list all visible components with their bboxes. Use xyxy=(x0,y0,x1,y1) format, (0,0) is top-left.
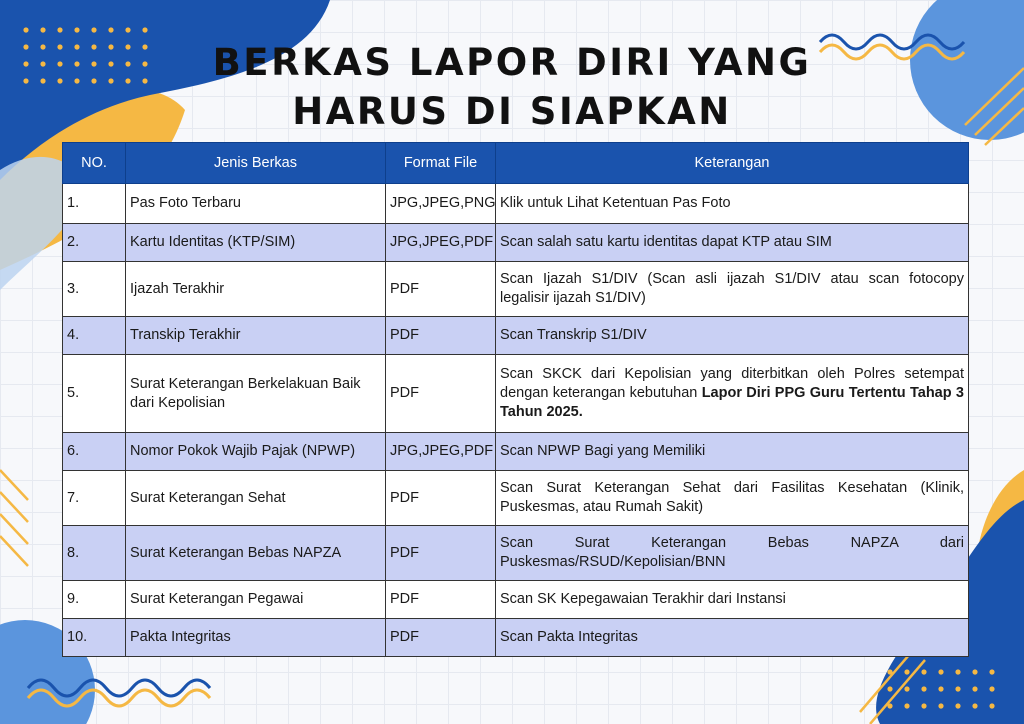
row-format-file: JPG,JPEG,PDF xyxy=(386,224,496,262)
row-keterangan xyxy=(496,184,969,224)
dot xyxy=(23,27,28,32)
table-row xyxy=(63,224,969,262)
keterangan-text: Scan SK Kepegawaian Terakhir dari Instansi xyxy=(500,591,786,607)
dot xyxy=(989,703,994,708)
dot xyxy=(142,27,147,32)
dot xyxy=(972,669,977,674)
dot xyxy=(108,27,113,32)
dot xyxy=(955,686,960,691)
keterangan-text: Scan Pakta Integritas xyxy=(500,629,638,645)
row-keterangan xyxy=(496,317,969,355)
row-jenis-berkas: Pakta Integritas xyxy=(126,619,386,657)
keterangan-text: Scan Ijazah S1/DIV (Scan asli ijazah S1/DIV atau scan fotocopy legalisir ijazah S1/DIV) xyxy=(500,271,964,306)
row-format-file: JPG,JPEG,PNG xyxy=(386,184,496,224)
dot xyxy=(74,27,79,32)
row-keterangan xyxy=(496,581,969,619)
row-number: 1. xyxy=(63,184,126,224)
page-title-line-2: HARUS DI SIAPKAN xyxy=(292,90,732,133)
row-keterangan xyxy=(496,433,969,471)
row-number: 10. xyxy=(63,619,126,657)
dot xyxy=(904,686,909,691)
row-jenis-berkas: Transkip Terakhir xyxy=(126,317,386,355)
table-row xyxy=(63,262,969,317)
row-jenis-berkas: Nomor Pokok Wajib Pajak (NPWP) xyxy=(126,433,386,471)
row-jenis-berkas: Kartu Identitas (KTP/SIM) xyxy=(126,224,386,262)
row-keterangan xyxy=(496,526,969,581)
page-title xyxy=(0,38,1024,136)
dot xyxy=(921,669,926,674)
row-keterangan xyxy=(496,224,969,262)
row-number: 3. xyxy=(63,262,126,317)
row-jenis-berkas: Surat Keterangan Bebas NAPZA xyxy=(126,526,386,581)
row-keterangan xyxy=(496,355,969,433)
row-number: 4. xyxy=(63,317,126,355)
dot xyxy=(904,669,909,674)
table-row xyxy=(63,619,969,657)
page-title-line-1: BERKAS LAPOR DIRI YANG xyxy=(212,41,812,84)
table-row xyxy=(63,433,969,471)
dot xyxy=(887,686,892,691)
row-format-file: JPG,JPEG,PDF xyxy=(386,433,496,471)
keterangan-text: Scan SKCK dari Kepolisian yang diterbitkan oleh Polres setempat dengan keterangan kebutuhan xyxy=(500,366,964,401)
row-format-file: PDF xyxy=(386,355,496,433)
table-row xyxy=(63,355,969,433)
row-keterangan xyxy=(496,262,969,317)
table-row xyxy=(63,526,969,581)
table-header-row xyxy=(63,143,969,184)
dot xyxy=(955,703,960,708)
row-format-file: PDF xyxy=(386,317,496,355)
keterangan-text: Klik untuk Lihat Ketentuan Pas Foto xyxy=(500,195,731,211)
table-row xyxy=(63,471,969,526)
row-jenis-berkas: Pas Foto Terbaru xyxy=(126,184,386,224)
row-number: 5. xyxy=(63,355,126,433)
row-format-file: PDF xyxy=(386,581,496,619)
dot xyxy=(887,703,892,708)
dot xyxy=(57,27,62,32)
keterangan-bold-text: Lapor Diri PPG Guru Tertentu Tahap 3 Tahun 2025. xyxy=(500,385,965,420)
keterangan-text: Scan Surat Keterangan Sehat dari Fasilitas Kesehatan (Klinik, Puskesmas, atau Rumah Sakit) xyxy=(500,480,964,515)
document-table xyxy=(62,142,969,657)
row-jenis-berkas: Surat Keterangan Berkelakuan Baik dari Kepolisian xyxy=(126,355,386,433)
row-format-file: PDF xyxy=(386,526,496,581)
dot xyxy=(125,27,130,32)
row-number: 9. xyxy=(63,581,126,619)
row-number: 8. xyxy=(63,526,126,581)
header-keterangan: Keterangan xyxy=(496,143,969,184)
table-row xyxy=(63,317,969,355)
dot xyxy=(972,686,977,691)
keterangan-text: Scan Transkrip S1/DIV xyxy=(500,327,647,343)
row-format-file: PDF xyxy=(386,262,496,317)
row-jenis-berkas: Surat Keterangan Pegawai xyxy=(126,581,386,619)
table-row xyxy=(63,581,969,619)
row-number: 2. xyxy=(63,224,126,262)
dot xyxy=(938,686,943,691)
dot xyxy=(989,686,994,691)
keterangan-text: Scan NPWP Bagi yang Memiliki xyxy=(500,443,706,459)
row-keterangan xyxy=(496,471,969,526)
dot xyxy=(921,703,926,708)
dot xyxy=(40,27,45,32)
row-keterangan xyxy=(496,619,969,657)
header-format-file: Format File xyxy=(386,143,496,184)
dot xyxy=(955,669,960,674)
row-number: 7. xyxy=(63,471,126,526)
row-jenis-berkas: Ijazah Terakhir xyxy=(126,262,386,317)
dot xyxy=(989,669,994,674)
keterangan-text: Scan salah satu kartu identitas dapat KTP atau SIM xyxy=(500,234,832,250)
left-stripes-icon xyxy=(0,470,28,566)
dot xyxy=(904,703,909,708)
dot xyxy=(921,686,926,691)
header-no: NO. xyxy=(63,143,126,184)
dot xyxy=(887,669,892,674)
row-number: 6. xyxy=(63,433,126,471)
dot xyxy=(91,27,96,32)
row-jenis-berkas: Surat Keterangan Sehat xyxy=(126,471,386,526)
dot xyxy=(938,703,943,708)
row-format-file: PDF xyxy=(386,471,496,526)
header-jenis-berkas: Jenis Berkas xyxy=(126,143,386,184)
table-row xyxy=(63,184,969,224)
keterangan-text: Scan Surat Keterangan Bebas NAPZA dari Puskesmas/RSUD/Kepolisian/BNN xyxy=(500,535,964,570)
dot xyxy=(972,703,977,708)
row-format-file: PDF xyxy=(386,619,496,657)
dot xyxy=(938,669,943,674)
